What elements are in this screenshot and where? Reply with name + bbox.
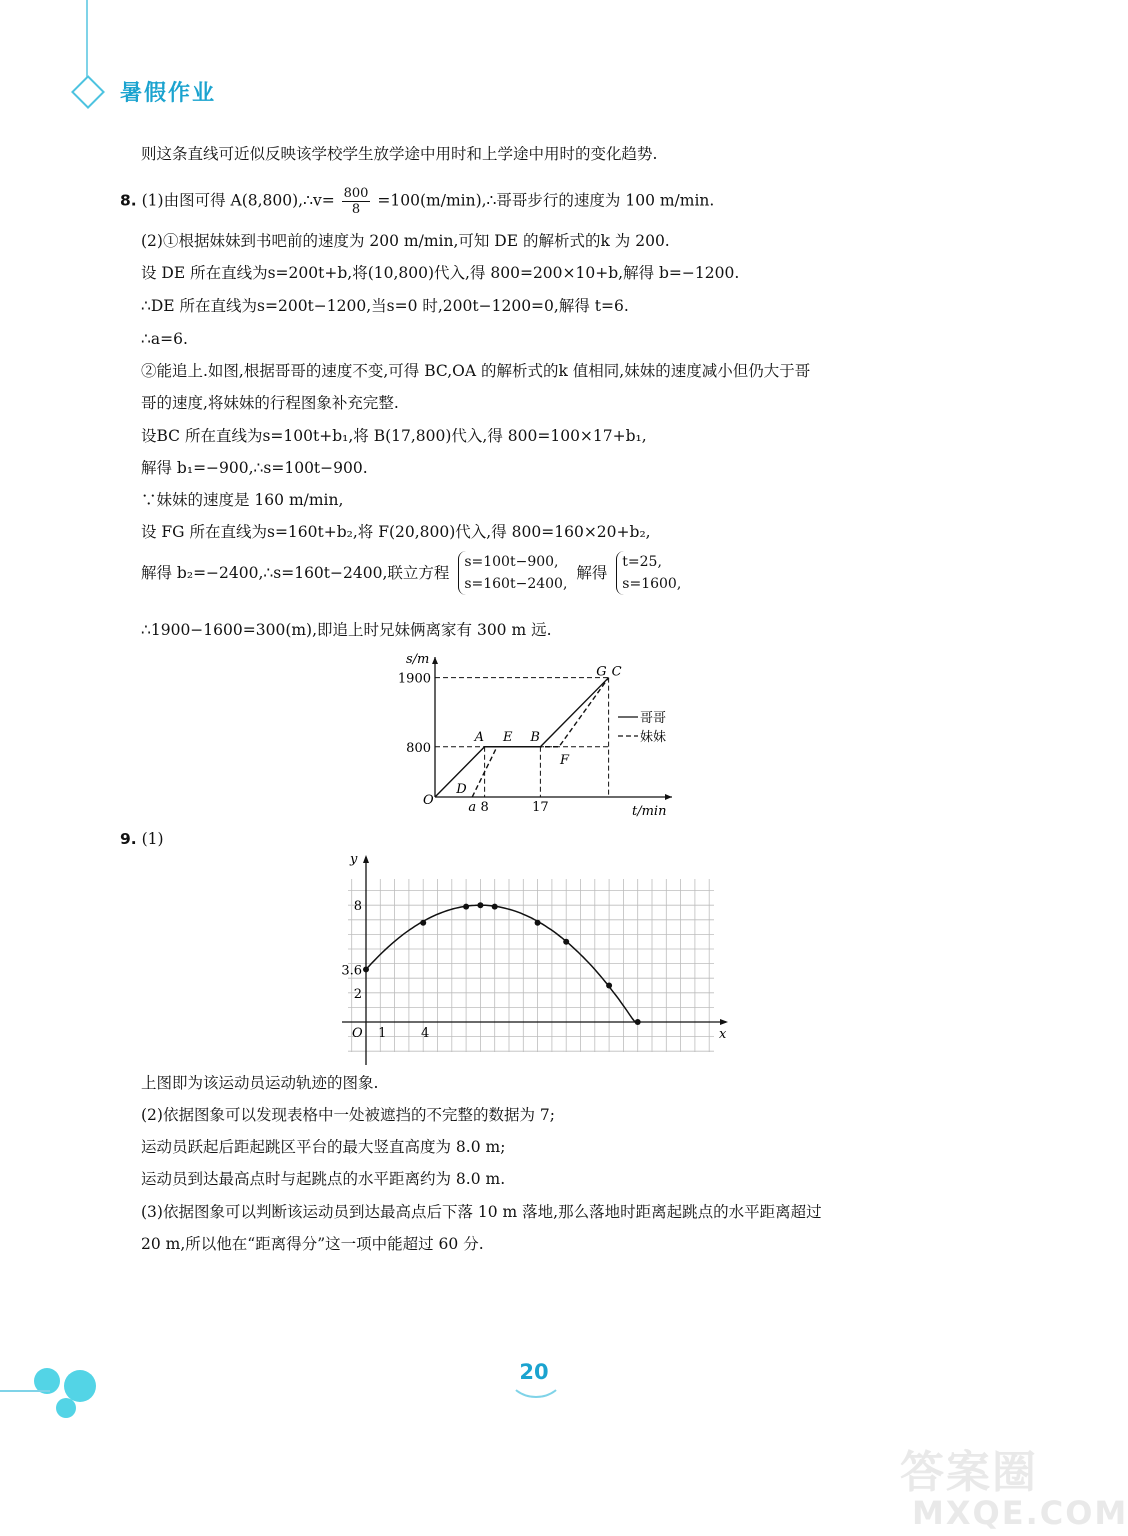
point-label-D: D: [456, 782, 467, 797]
point-label-E: E: [503, 729, 513, 745]
text-line-13: [141, 551, 685, 595]
data-point: [363, 966, 369, 972]
text-line-17: 运动员跃起后距起跳区平台的最大竖直高度为 8.0 m;: [141, 1138, 506, 1156]
text-line-6: ∴a=6.: [141, 330, 188, 348]
data-point: [563, 939, 569, 945]
question-8-line-1: [120, 186, 714, 217]
watermark-logo: 答案圈: [900, 1447, 1038, 1498]
q8-text-a: (1)由图可得 A(8,800),∴v=: [141, 191, 335, 210]
text-line-9: 设BC 所在直线为s=100t+b₁,将 B(17,800)代入,得 800=100×17+b₁,: [141, 427, 647, 445]
data-point: [635, 1019, 641, 1025]
data-point: [477, 902, 483, 908]
text-line-16: (2)依据图象可以发现表格中一处被遮挡的不完整的数据为 7;: [141, 1106, 555, 1124]
trajectory-chart: [330, 845, 740, 1067]
equation-2: s=160t−2400,: [464, 576, 568, 592]
question-9-line: [120, 828, 164, 850]
page-number: 20: [519, 1360, 549, 1384]
fraction: [342, 186, 371, 217]
question-9-part: (1): [141, 830, 164, 848]
y-tick-label: 1900: [397, 671, 431, 687]
point-label-F: F: [560, 752, 570, 768]
y-axis-label: s/m: [406, 652, 430, 667]
text-line-11: ∵妹妹的速度是 160 m/min,: [141, 491, 344, 509]
text-line-20: 20 m,所以他在“距离得分”这一项中能超过 60 分.: [141, 1235, 484, 1253]
question-9-number: 9.: [120, 830, 137, 848]
x-tick-label: 4: [421, 1026, 430, 1041]
point-label-A: A: [474, 729, 484, 745]
y-tick-label: 2: [353, 986, 362, 1002]
y-tick-label: 8: [353, 899, 362, 915]
point-label-G: G: [596, 664, 607, 680]
data-point: [492, 904, 498, 910]
data-point: [535, 920, 541, 926]
question-8-number: 8.: [120, 191, 137, 210]
text-line-3: (2)①根据妹妹到书吧前的速度为 200 m/min,可知 DE 的解析式的k 为 200.: [141, 232, 670, 250]
text-line-8: 哥的速度,将妹妹的行程图象补充完整.: [141, 394, 399, 412]
solution-1: t=25,: [622, 554, 662, 570]
decor-line: [0, 1390, 50, 1392]
y-axis-arrow: [363, 855, 369, 863]
x-axis-arrow: [665, 794, 672, 800]
point-label-B: B: [530, 729, 540, 745]
text-line-14: ∴1900−1600=300(m),即追上时兄妹俩离家有 300 m 远.: [141, 621, 552, 639]
text-line-15: 上图即为该运动员运动轨迹的图象.: [141, 1074, 379, 1092]
q8-text-b: =100(m/min),∴哥哥步行的速度为 100 m/min.: [377, 191, 715, 210]
data-point: [463, 904, 469, 910]
fraction-numerator: 800: [343, 186, 369, 201]
page-number-badge: [504, 1352, 564, 1396]
text-line-13-a: 解得 b₂=−2400,∴s=160t−2400,联立方程: [141, 564, 450, 582]
text-line-5: ∴DE 所在直线为s=200t−1200,当s=0 时,200t−1200=0,解得 t=6.: [141, 297, 629, 315]
text-line-13-b: 解得: [576, 564, 608, 582]
header-title: 暑假作业: [120, 81, 217, 106]
diamond-icon: [71, 75, 105, 109]
text-line-4: 设 DE 所在直线为s=200t+b,将(10,800)代入,得 800=200×10+b,解得 b=−1200.: [141, 264, 740, 282]
watermark-site: MXQE.COM: [912, 1494, 1128, 1532]
header-decor-line: [86, 0, 88, 78]
fraction-denominator: 8: [351, 202, 361, 217]
distance-time-chart: [390, 645, 690, 825]
y-axis-arrow: [432, 657, 438, 664]
x-tick-label: 17: [532, 800, 549, 815]
solution-2: s=1600,: [622, 576, 682, 592]
text-line-7: ②能追上.如图,根据哥哥的速度不变,可得 BC,OA 的解析式的k 值相同,妹妹的速度减小但仍大于哥: [141, 362, 811, 380]
origin-label: O: [423, 793, 434, 808]
text-line-12: 设 FG 所在直线为s=160t+b₂,将 F(20,800)代入,得 800=160×20+b₂,: [141, 523, 651, 541]
y-axis-label: y: [350, 852, 358, 867]
legend-label: 哥哥: [640, 711, 667, 726]
point-label-C: C: [611, 664, 622, 680]
legend-label: 妹妹: [640, 730, 667, 745]
x-axis-arrow: [720, 1019, 728, 1025]
x-tick-label: 1: [378, 1026, 387, 1041]
x-axis-label: t/min: [632, 804, 667, 819]
decor-bubble: [64, 1370, 96, 1402]
x-axis-label: x: [719, 1027, 727, 1042]
equation-1: s=100t−900,: [464, 554, 559, 570]
data-point: [420, 920, 426, 926]
x-tick-label: a: [468, 800, 477, 815]
solution-system: [616, 551, 681, 595]
text-line-19: (3)依据图象可以判断该运动员到达最高点后下落 10 m 落地,那么落地时距离起跳点的水平距离超过: [141, 1203, 822, 1221]
x-tick-label: 8: [480, 800, 489, 815]
text-line-10: 解得 b₁=−900,∴s=100t−900.: [141, 459, 368, 477]
text-line-18: 运动员到达最高点时与起跳点的水平距离约为 8.0 m.: [141, 1170, 506, 1188]
y-tick-label: 3.6: [341, 963, 362, 979]
y-tick-label: 800: [406, 740, 431, 756]
data-point: [606, 983, 612, 989]
series-line-brother: [435, 678, 609, 797]
origin-label: O: [352, 1026, 363, 1041]
text-line-1: 则这条直线可近似反映该学校学生放学途中用时和上学途中用时的变化趋势.: [141, 145, 658, 163]
equation-system: [458, 551, 567, 595]
decor-bubble: [56, 1398, 76, 1418]
